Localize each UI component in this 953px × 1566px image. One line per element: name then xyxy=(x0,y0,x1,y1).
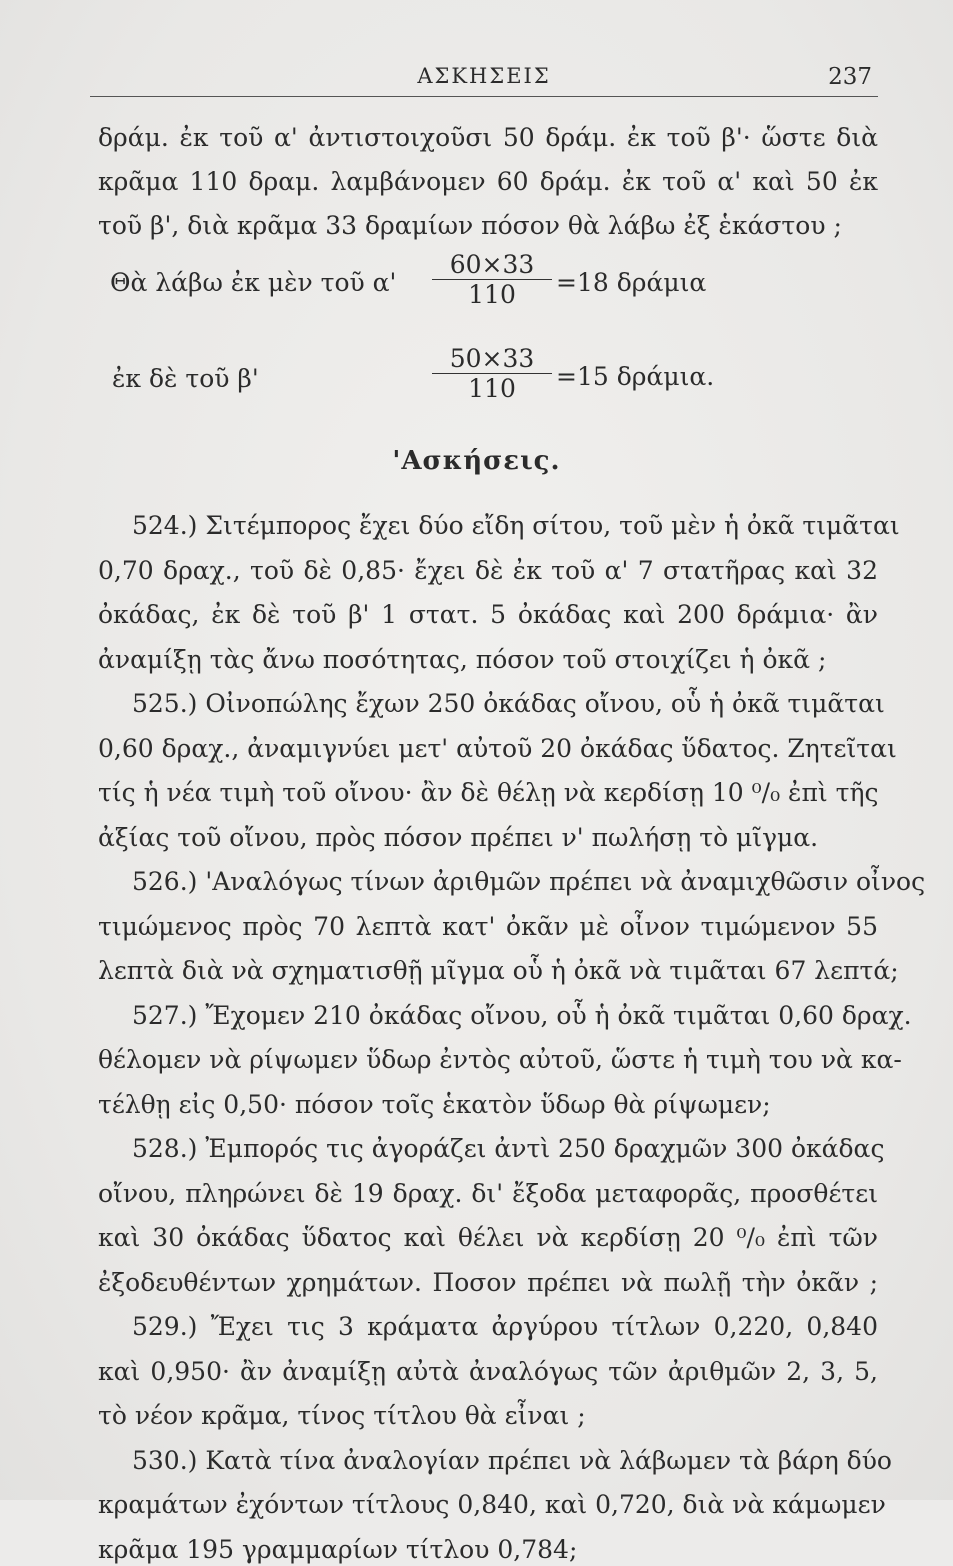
text-line: δράμ. ἐκ τοῦ α' ἀντιστοιχοῦσι 50 δράμ. ἐκ τοῦ β'· ὥστε διὰ xyxy=(98,123,878,152)
calc-result: =18 δράμια xyxy=(556,268,707,297)
exercise-line: ὀκάδας, ἐκ δὲ τοῦ β' 1 στατ. 5 ὀκάδας καὶ 200 δράμια· ἂν xyxy=(98,600,878,629)
exercise-line: 528.) Ἐμπορός τις ἀγοράζει ἀντὶ 250 δραχμῶν 300 ὀκάδας xyxy=(132,1134,885,1163)
exercise-line: λεπτὰ διὰ νὰ σχηματισθῇ μῖγμα οὗ ἡ ὀκᾶ νὰ τιμᾶται 67 λεπτά; xyxy=(98,956,899,985)
exercise-line: τιμώμενος πρὸς 70 λεπτὰ κατ' ὀκᾶν μὲ οἶνον τιμώμενον 55 xyxy=(98,912,878,941)
fraction-denominator: 110 xyxy=(468,280,516,309)
exercise-line: τέλθῃ εἰς 0,50· πόσον τοῖς ἑκατὸν ὕδωρ θὰ ρίψωμεν; xyxy=(98,1090,771,1119)
exercise-line: κρᾶμα 195 γραμμαρίων τίτλου 0,784; xyxy=(98,1535,578,1564)
exercise-line: ἀξίας τοῦ οἴνου, πρὸς πόσον πρέπει ν' πωλήσῃ τὸ μῖγμα. xyxy=(98,823,819,852)
exercise-line: καὶ 0,950· ἂν ἀναμίξῃ αὐτὰ ἀναλόγως τῶν ἀριθμῶν 2, 3, 5, xyxy=(98,1357,878,1386)
header-title: ΑΣΚΗΣΕΙΣ xyxy=(417,64,551,88)
calc-label: ἐκ δὲ τοῦ β' xyxy=(112,364,259,393)
text-line: τοῦ β', διὰ κρᾶμα 33 δραμίων πόσον θὰ λάβω ἐξ ἑκάστου ; xyxy=(98,211,842,240)
exercise-line: 524.) Σιτέμπορος ἔχει δύο εἴδη σίτου, τοῦ μὲν ἡ ὀκᾶ τιμᾶται xyxy=(132,511,900,540)
exercise-line: 527.) Ἔχομεν 210 ὀκάδας οἴνου, οὗ ἡ ὀκᾶ τιμᾶται 0,60 δραχ. xyxy=(132,1001,912,1030)
exercise-line: 530.) Κατὰ τίνα ἀναλογίαν πρέπει νὰ λάβωμεν τὰ βάρη δύο xyxy=(132,1446,892,1475)
exercise-line: 526.) 'Αναλόγως τίνων ἀριθμῶν πρέπει νὰ ἀναμιχθῶσιν οἶνος xyxy=(132,867,926,896)
text-line: κρᾶμα 110 δραμ. λαμβάνομεν 60 δράμ. ἐκ τοῦ α' καὶ 50 ἐκ xyxy=(98,167,878,196)
exercise-line: καὶ 30 ὀκάδας ὕδατος καὶ θέλει νὰ κερδίσῃ 20 ⁰/₀ ἐπὶ τῶν xyxy=(98,1223,878,1252)
exercise-line: οἴνου, πληρώνει δὲ 19 δραχ. δι' ἔξοδα μεταφορᾶς, προσθέτει xyxy=(98,1179,878,1208)
fraction xyxy=(432,250,552,309)
exercise-line: ἐξοδευθέντων χρημάτων. Ποσον πρέπει νὰ πωλῇ τὴν ὀκᾶν ; xyxy=(98,1268,878,1297)
exercise-line: 525.) Οἰνοπώλης ἔχων 250 ὀκάδας οἴνου, οὗ ἡ ὀκᾶ τιμᾶται xyxy=(132,689,885,718)
exercise-line: 0,70 δραχ., τοῦ δὲ 0,85· ἔχει δὲ ἐκ τοῦ α' 7 στατῆρας καὶ 32 xyxy=(98,556,878,585)
section-title: 'Ασκήσεις. xyxy=(392,446,561,476)
fraction-numerator: 60×33 xyxy=(432,250,552,280)
exercise-line: κραμάτων ἐχόντων τίτλους 0,840, καὶ 0,720, διὰ νὰ κάμωμεν xyxy=(98,1490,886,1519)
page-number: 237 xyxy=(828,64,872,90)
exercise-line: ἀναμίξῃ τὰς ἄνω ποσότητας, πόσον τοῦ στοιχίζει ἡ ὀκᾶ ; xyxy=(98,645,827,674)
exercise-line: θέλομεν νὰ ρίψωμεν ὕδωρ ἐντὸς αὐτοῦ, ὥστε ἡ τιμὴ του νὰ κα- xyxy=(98,1045,902,1074)
fraction-denominator: 110 xyxy=(468,374,516,403)
fraction-numerator: 50×33 xyxy=(432,344,552,374)
exercise-line: 0,60 δραχ., ἀναμιγνύει μετ' αὐτοῦ 20 ὀκάδας ὕδατος. Ζητεῖται xyxy=(98,734,897,763)
exercise-line: 529.) Ἔχει τις 3 κράματα ἀργύρου τίτλων 0,220, 0,840 xyxy=(132,1312,878,1341)
calc-result: =15 δράμια. xyxy=(556,362,715,391)
calc-label: Θὰ λάβω ἐκ μὲν τοῦ α' xyxy=(110,268,397,297)
running-header xyxy=(90,62,878,97)
exercise-line: τίς ἡ νέα τιμὴ τοῦ οἴνου· ἂν δὲ θέλῃ νὰ κερδίσῃ 10 ⁰/₀ ἐπὶ τῆς xyxy=(98,778,879,807)
exercise-line: τὸ νέον κρᾶμα, τίνος τίτλου θὰ εἶναι ; xyxy=(98,1401,586,1430)
fraction xyxy=(432,344,552,403)
